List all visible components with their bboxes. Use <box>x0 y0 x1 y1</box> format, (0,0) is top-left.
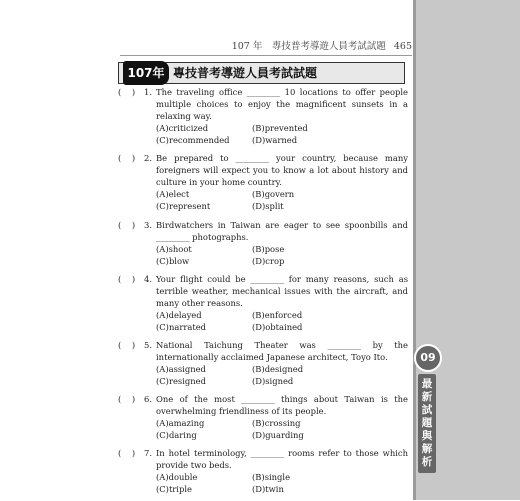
option-b: (B)govern <box>252 189 295 199</box>
section-title-bar <box>118 62 405 84</box>
answer-blank: ( ) <box>118 448 140 458</box>
option-grid <box>156 417 408 441</box>
question-number: 4. <box>144 274 152 284</box>
running-header <box>120 38 412 56</box>
option-b: (B)prevented <box>252 123 308 133</box>
option-a: (A)delayed <box>156 310 202 320</box>
option-c: (C)represent <box>156 201 211 211</box>
question-number: 6. <box>144 394 152 404</box>
year-tab: 107年 <box>123 61 169 85</box>
answer-blank: ( ) <box>118 340 140 350</box>
chapter-number-badge: 09 <box>414 344 442 372</box>
question-stem: The traveling office ________ 10 locations to offer people multiple choices to enjoy the magnificent sunsets in a relaxing way. <box>156 87 408 121</box>
question-item <box>118 273 408 333</box>
running-header-title: 107 年 專技普考導遊人員考試試題 <box>231 41 386 52</box>
option-grid <box>156 122 408 146</box>
page-number: 465 <box>393 41 412 52</box>
question-number: 7. <box>144 448 152 458</box>
question-item <box>118 393 408 441</box>
section-title: 專技普考導遊人員考試試題 <box>173 66 318 80</box>
option-a: (A)shoot <box>156 244 192 254</box>
question-stem: One of the most ________ things about Taiwan is the overwhelming friendliness of its people. <box>156 394 408 416</box>
option-grid <box>156 471 408 495</box>
option-c: (C)recommended <box>156 135 230 145</box>
option-b: (B)pose <box>252 244 285 254</box>
question-number: 1. <box>144 87 152 97</box>
chapter-title-tab: 最新試題與解析 <box>418 374 436 473</box>
question-number: 2. <box>144 153 152 163</box>
option-grid <box>156 243 408 267</box>
question-stem: Birdwatchers in Taiwan are eager to see spoonbills and ________ photographs. <box>156 220 408 242</box>
option-a: (A)double <box>156 472 198 482</box>
answer-blank: ( ) <box>118 394 140 404</box>
question-item <box>118 86 408 146</box>
option-a: (A)assigned <box>156 364 206 374</box>
option-b: (B)designed <box>252 364 304 374</box>
option-d: (D)crop <box>252 256 285 266</box>
question-list <box>118 86 408 501</box>
chapter-sidebar <box>415 0 520 500</box>
option-b: (B)enforced <box>252 310 303 320</box>
question-number: 3. <box>144 220 152 230</box>
option-d: (D)split <box>252 201 284 211</box>
question-stem: National Taichung Theater was ________ by the internationally acclaimed Japanese architect, Toyo Ito. <box>156 340 408 362</box>
option-grid <box>156 363 408 387</box>
option-b: (B)crossing <box>252 418 301 428</box>
option-d: (D)signed <box>252 376 294 386</box>
option-b: (B)single <box>252 472 291 482</box>
option-c: (C)triple <box>156 484 192 494</box>
question-item <box>118 152 408 212</box>
option-c: (C)daring <box>156 430 197 440</box>
question-stem: Be prepared to ________ your country, because many foreigners will expect you to know a lot about history and culture in your home country. <box>156 153 408 187</box>
answer-blank: ( ) <box>118 220 140 230</box>
option-grid <box>156 188 408 212</box>
option-d: (D)obtained <box>252 322 303 332</box>
answer-blank: ( ) <box>118 153 140 163</box>
option-grid <box>156 309 408 333</box>
option-d: (D)guarding <box>252 430 304 440</box>
question-stem: Your flight could be ________ for many reasons, such as terrible weather, mechanical issues with the aircraft, and many other reasons. <box>156 274 408 308</box>
question-item <box>118 447 408 495</box>
option-d: (D)warned <box>252 135 298 145</box>
option-d: (D)twin <box>252 484 284 494</box>
option-c: (C)narrated <box>156 322 207 332</box>
answer-blank: ( ) <box>118 87 140 97</box>
option-a: (A)elect <box>156 189 190 199</box>
option-a: (A)amazing <box>156 418 205 428</box>
option-c: (C)blow <box>156 256 190 266</box>
option-a: (A)criticized <box>156 123 209 133</box>
question-item <box>118 219 408 267</box>
answer-blank: ( ) <box>118 274 140 284</box>
question-item <box>118 339 408 387</box>
question-stem: In hotel terminology, ________ rooms refer to those which provide two beds. <box>156 448 408 470</box>
question-number: 5. <box>144 340 152 350</box>
option-c: (C)resigned <box>156 376 206 386</box>
